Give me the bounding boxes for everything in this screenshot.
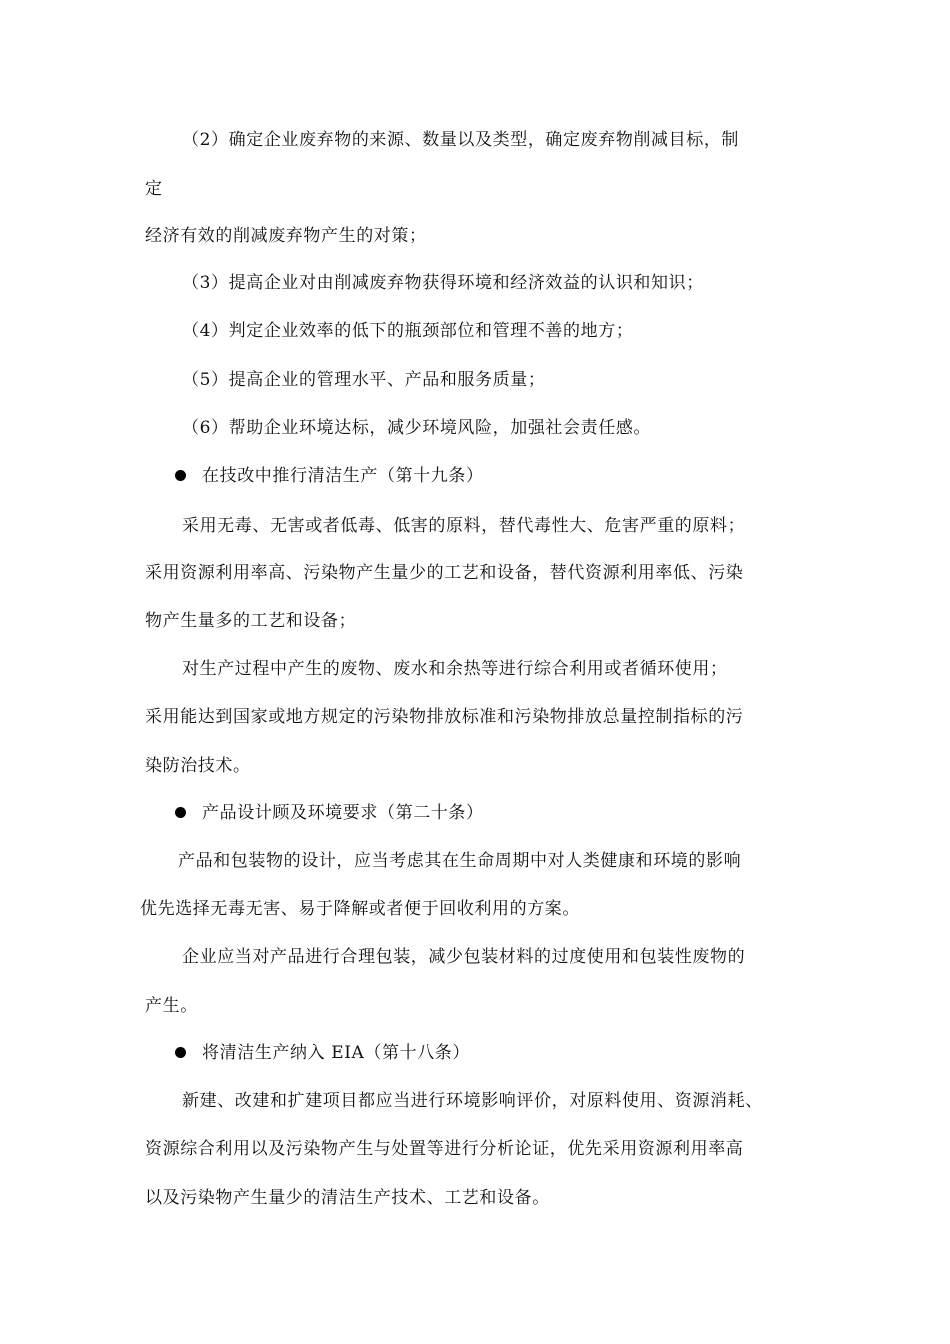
- paragraph-line: 物产生量多的工艺和设备；: [145, 611, 357, 631]
- paragraph-line: （3）提高企业对由削减废弃物获得环境和经济效益的认识和知识；: [182, 273, 704, 293]
- bullet-icon: [175, 1047, 186, 1058]
- paragraph-line: 以及污染物产生量少的清洁生产技术、工艺和设备。: [145, 1188, 550, 1208]
- paragraph-line: 染防治技术。: [145, 756, 251, 776]
- paragraph-line: 采用能达到国家或地方规定的污染物排放标准和污染物排放总量控制指标的污: [145, 707, 744, 727]
- paragraph-line: 采用资源利用率高、污染物产生量少的工艺和设备，替代资源利用率低、污染: [145, 563, 744, 583]
- paragraph-line: （2）确定企业废弃物的来源、数量以及类型，确定废弃物削减目标，制: [182, 130, 740, 150]
- paragraph-line: 产品和包装物的设计，应当考虑其在生命周期中对人类健康和环境的影响: [178, 851, 742, 871]
- paragraph-line: 定: [145, 179, 163, 199]
- section-heading: 在技改中推行清洁生产（第十九条）: [202, 466, 484, 486]
- paragraph-line: 经济有效的削减废弃物产生的对策；: [145, 226, 427, 246]
- paragraph-line: （4）判定企业效率的低下的瓶颈部位和管理不善的地方；: [182, 321, 634, 341]
- bullet-icon: [175, 807, 186, 818]
- paragraph-line: 对生产过程中产生的废物、废水和余热等进行综合利用或者循环使用；: [182, 659, 728, 679]
- paragraph-line: （6）帮助企业环境达标，减少环境风险，加强社会责任感。: [182, 418, 652, 438]
- paragraph-line: 优先选择无毒无害、易于降解或者便于回收利用的方案。: [140, 899, 580, 919]
- paragraph-line: （5）提高企业的管理水平、产品和服务质量；: [182, 370, 546, 390]
- paragraph-line: 新建、改建和扩建项目都应当进行环境影响评价，对原料使用、资源消耗、: [182, 1091, 763, 1111]
- paragraph-line: 资源综合利用以及污染物产生与处置等进行分析论证，优先采用资源利用率高: [145, 1139, 744, 1159]
- section-heading: 将清洁生产纳入 EIA（第十八条）: [202, 1043, 471, 1063]
- bullet-icon: [175, 470, 186, 481]
- section-heading: 产品设计顾及环境要求（第二十条）: [202, 803, 484, 823]
- paragraph-line: 企业应当对产品进行合理包装，减少包装材料的过度使用和包装性废物的: [182, 947, 746, 967]
- paragraph-line: 采用无毒、无害或者低毒、低害的原料，替代毒性大、危害严重的原料；: [182, 516, 746, 536]
- paragraph-line: 产生。: [145, 996, 198, 1016]
